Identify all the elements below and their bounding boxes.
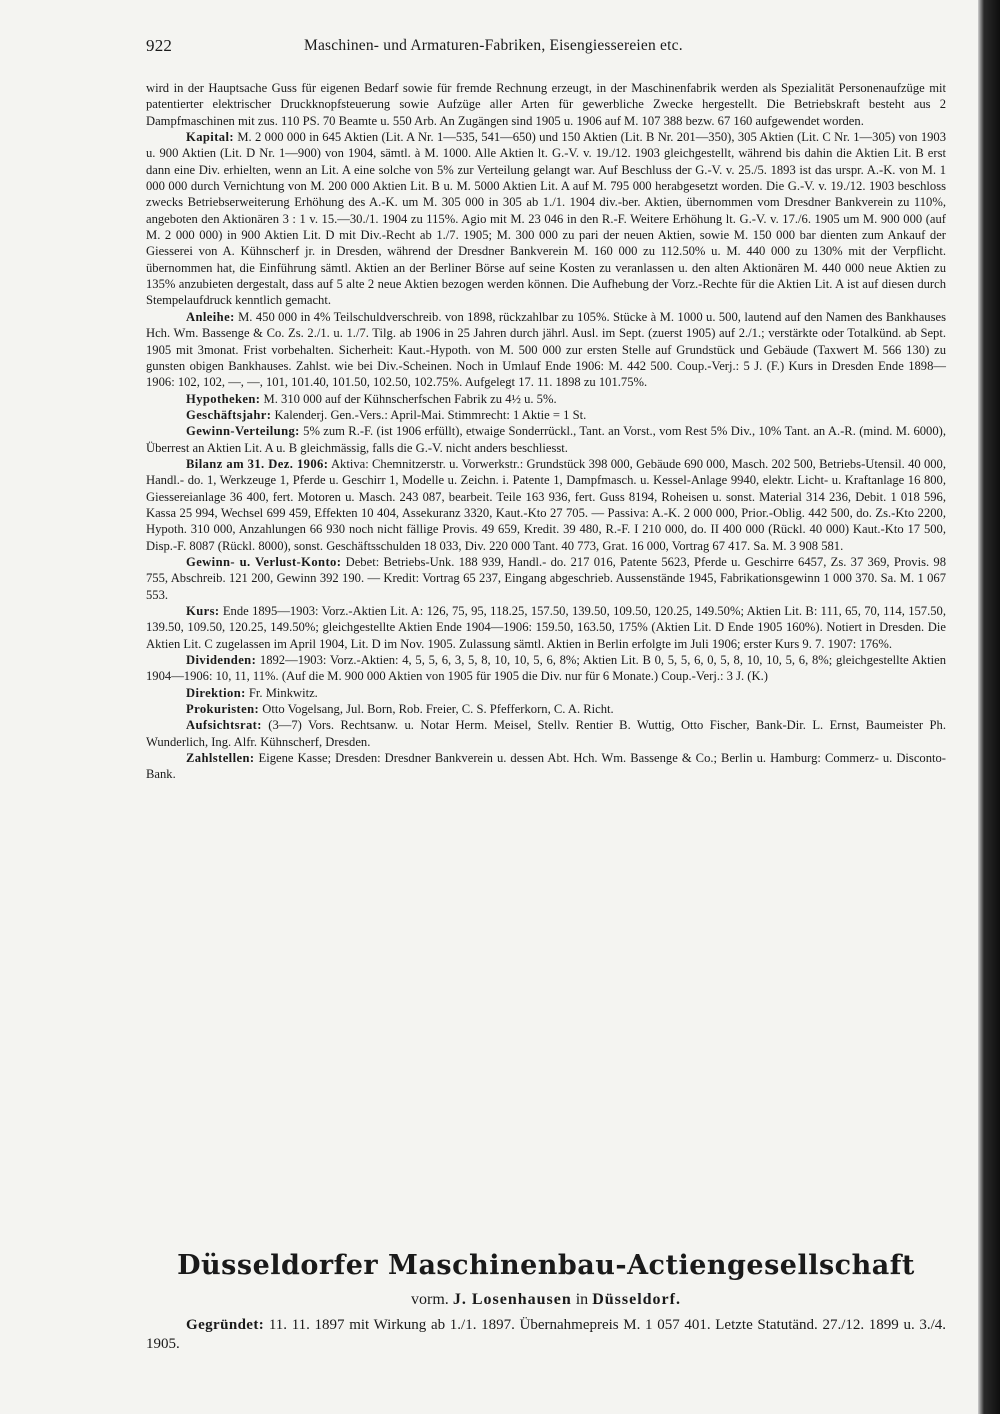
- section-label: Direktion:: [186, 685, 246, 700]
- section-label: Anleihe:: [186, 309, 235, 324]
- section-paragraph: [146, 129, 946, 309]
- page-number: 922: [146, 36, 173, 55]
- section-label: Aufsichtsrat:: [186, 718, 262, 733]
- section-paragraph: [146, 80, 946, 129]
- section-paragraph: [146, 603, 946, 652]
- section-paragraph: [146, 554, 946, 603]
- section-paragraph: [146, 717, 946, 750]
- founded-text: 11. 11. 1897 mit Wirkung ab 1./1. 1897. Übernahmepreis M. 1 057 401. Letzte Statutänd. 27./12. 1899 u. 3./4. 1905.: [146, 1317, 947, 1352]
- section-text: 1892—1903: Vorz.-Aktien: 4, 5, 5, 6, 3, 5, 8, 10, 10, 5, 6, 8%; Aktien Lit. B 0, 5, 5, 6, 0, 5, 8, 10, 10, 5, 6, 8%; gleichgestellte Aktien 1904—1906: 10, 11, 11%. (Auf die M. 900 000 Aktien von 1905 für 1905 die Div. nur für 6 Monate.) Coup.-Verj.: 3 J. (K.): [146, 653, 946, 684]
- section-paragraph: [146, 423, 946, 456]
- section-text: M. 450 000 in 4% Teilschuldverschreib. von 1898, rückzahlbar zu 105%. Stücke à M. 1000 u. 500, lautend auf den Namen des Bankhauses Hch. Wm. Bassenge & Co. Zs. 2./1. u. 1./7. Tilg. ab 1906 in 25 Jahren durch jährl. Ausl. im Sept. (zuerst 1905) auf 2./1.; verstärkte oder Totalkünd. ab Sept. 1905 mit 3monat. Frist vorbehalten. Sicherheit: Kaut.-Hypoth. von M. 500 000 zur ersten Stelle auf Grundstück und Gebäude (Taxwert M. 566 130) zu gunsten obigen Bankhauses. Zahlst. wie bei Div.-Scheinen. Noch in Umlauf Ende 1906: M. 442 500. Coup.-Verj.: 5 J. (F.) Kurs in Dresden Ende 1898—1906: 102, 102, —, —, 101, 101.40, 101.50, 102.50, 102.75%. Aufgelegt 17. 11. 1898 zu 101.75%.: [146, 309, 946, 390]
- section-label: Kurs:: [186, 604, 220, 618]
- section-text: Ende 1895—1903: Vorz.-Aktien Lit. A: 126, 75, 95, 118.25, 157.50, 139.50, 109.50, 120.25, 149.50%; Aktien Lit. B: 111, 65, 70, 114, 157.50, 139.50, 109.50, 120.25, 149.50%; gleichgestellte Aktien Ende 1904—1906: 159.50, 163.50, 175% (Aktien Lit. D Ende 1905 160%). Notiert in Dresden. Die Aktien Lit. C zugelassen im April 1904, Lit. D im Nov. 1905. Zulassung sämtl. Aktien in Berlin erfolgte im Juli 1906; erster Kurs 9. 7. 1907: 176%.: [146, 604, 946, 651]
- section-label: Dividenden:: [186, 653, 257, 668]
- subtitle-in: in: [575, 1291, 589, 1308]
- section-text: Debet: Betriebs-Unk. 188 939, Handl.- do. 217 016, Patente 5623, Pferde u. Geschirre 6457, Zs. 37 369, Provis. 98 755, Abschreib. 121 200, Gewinn 392 190. — Kredit: Vortrag 65 237, Eingang abgeschrieb. Aussenstände 1945, Fabrikationsgewinn 1 000 370. Sa. M. 1 067 553.: [146, 554, 947, 602]
- subtitle-firm: J. Losenhausen: [452, 1291, 572, 1308]
- subtitle-prefix: vorm.: [411, 1291, 449, 1308]
- section-text: M. 2 000 000 in 645 Aktien (Lit. A Nr. 1—535, 541—650) und 150 Aktien (Lit. B Nr. 201—350), 305 Aktien (Lit. C Nr. 1—305) von 1903 u. 900 Aktien (Lit. D Nr. 1—900) von 1904, sämtl. à M. 1000. Alle Aktien lt. G.-V. v. 19./12. 1903 gleichgestellt, während bis dahin die Aktien Lit. B erst dann eine Div. erhielten, wenn an Lit. A eine solche von 5% zur Verteilung gelangt war. Auf Beschluss der G.-V. v. 25./5. 1893 ist das urspr. A.-K. von M. 1 000 000 durch Vernichtung von M. 200 000 Aktien Lit. B u. M. 5000 Aktien Lit. A auf M. 795 000 herabgesetzt worden. Die G.-V. v. 19./12. 1903 beschloss zwecks Betriebserweiterung Erhöhung des A.-K. um M. 305 000 in 305 ab 1./1. 1904 div.-ber. Aktien, übernommen vom Dresdner Bankverein zu 110%, angeboten den Aktionären 3 : 1 v. 15.—30./1. 1904 zu 115%. Agio mit M. 23 046 in den R.-F. Weitere Erhöhung lt. G.-V. v. 17./6. 1905 um M. 900 000 (auf M. 2 000 000) in 900 Aktien Lit. D mit Div.-Recht ab 1./7. 1905; M. 300 000 zu pari der neuen Aktien, sowie M. 150 000 bar dienten zum Ankauf der Giesserei von A. Kühnscherf jr. in Dresden, während der Dresdner Bankverein M. 160 000 zu 112.50% u. M. 440 000 zu 130% mit der Verpflicht. übernommen hat, die Einführung sämtl. Aktien an der Berliner Börse auf seine Kosten zu veranlassen u. den alten Aktionären M. 440 000 neue Aktien zu 135% anzubieten dergestalt, dass auf 5 alte 2 neue Aktien bezogen werden können. Die Aufhebung der Vorz.-Rechte für die Aktien Lit. A ist auf diesen durch Stempelaufdruck kenntlich gemacht.: [146, 130, 947, 308]
- page-header: [146, 36, 946, 60]
- founded-label: Gegründet:: [186, 1317, 265, 1333]
- running-title: Maschinen- und Armaturen-Fabriken, Eisengiessereien etc.: [304, 37, 683, 54]
- section-label: Kapital:: [186, 130, 234, 145]
- subtitle-city: Düsseldorf.: [592, 1291, 681, 1308]
- section-paragraph: [146, 407, 946, 423]
- company-entry-body: [146, 80, 946, 783]
- section-paragraph: [146, 701, 946, 717]
- section-label: Hypotheken:: [186, 391, 261, 406]
- section-paragraph: [146, 456, 946, 554]
- section-text: Kalenderj. Gen.-Vers.: April-Mai. Stimmrecht: 1 Aktie = 1 St.: [274, 407, 587, 422]
- section-text: Otto Vogelsang, Jul. Born, Rob. Freier, C. S. Pfefferkorn, C. A. Richt.: [262, 702, 614, 717]
- section-paragraph: [146, 750, 946, 783]
- section-text: (3—7) Vors. Rechtsanw. u. Notar Herm. Meisel, Stellv. Rentier B. Wuttig, Otto Fischer, Bank-Dir. L. Ernst, Baumeister Ph. Wunderlich, Ing. Alfr. Kühnscherf, Dresden.: [146, 718, 946, 749]
- section-text: wird in der Hauptsache Guss für eigenen Bedarf sowie für fremde Rechnung erzeugt, in der Maschinenfabrik werden als Spezialität Personenaufzüge mit patentierter elektrischer Druckknopfsteuerung sowie Aufzüge aller Arten für gewerbliche Zwecke hergestellt. Die Betriebskraft besteht aus 2 Dampfmaschinen mit zus. 110 PS. 70 Beamte u. 550 Arb. An Zugängen sind 1905 u. 1906 auf M. 107 388 bezw. 67 160 aufgewendet worden.: [146, 81, 946, 128]
- section-label: Geschäftsjahr:: [186, 407, 272, 422]
- section-text: Fr. Minkwitz.: [248, 685, 318, 700]
- page-edge-shadow: [978, 0, 1000, 1414]
- section-label: Bilanz am 31. Dez. 1906:: [186, 456, 329, 471]
- section-label: Prokuristen:: [186, 702, 260, 717]
- section-paragraph: [146, 309, 946, 391]
- section-text: 5% zum R.-F. (ist 1906 erfüllt), etwaige Sonderrückl., Tant. an Vorst., vom Rest 5% Div., 10% Tant. an A.-R. (mind. M. 6000), Überrest an Aktien Lit. A u. B gleichmässig, falls die G.-V. nicht anders beschliesst.: [146, 424, 946, 455]
- section-label: Zahlstellen:: [186, 751, 255, 766]
- section-paragraph: [146, 391, 946, 407]
- company-title: Düsseldorfer Maschinenbau-Actiengesellschaft: [177, 1250, 915, 1281]
- company-subtitle: [146, 1291, 946, 1309]
- section-text: M. 310 000 auf der Kühnscherfschen Fabrik zu 4½ u. 5%.: [263, 391, 557, 406]
- section-paragraph: [146, 652, 946, 685]
- section-label: Gewinn-Verteilung:: [186, 424, 300, 439]
- company-founded: [146, 1316, 946, 1354]
- section-label: Gewinn- u. Verlust-Konto:: [186, 554, 342, 569]
- section-text: Eigene Kasse; Dresden: Dresdner Bankverein u. dessen Abt. Hch. Wm. Bassenge & Co.; Berlin u. Hamburg: Commerz- u. Disconto-Bank.: [146, 751, 946, 782]
- section-paragraph: [146, 685, 946, 701]
- section-text: Aktiva: Chemnitzerstr. u. Vorwerkstr.: Grundstück 398 000, Gebäude 690 000, Masch. 202 500, Betriebs-Utensil. 40 000, Handl.- do. 1, Werkzeuge 1, Pferde u. Geschirr 1, Modelle u. Zeichn. i. Patente 1, Dampfmasch. u. Kessel-Anlage 9940, elektr. Licht- u. Kraftanlage 16 800, Giessereianlage 36 400, fert. Motoren u. Masch. 243 087, bearbeit. Teile 163 936, fert. Guss 8194, Roheisen u. sonst. Material 314 236, Debit. 1 018 596, Kassa 25 994, Wechsel 699 459, Effekten 10 404, Assekuranz 3320, Kaut.-Kto 27 705. — Passiva: A.-K. 2 000 000, Prior.-Oblig. 442 500, do. Zs.-Kto 2200, Hypoth. 310 000, Anzahlungen 66 930 noch nicht fällige Provis. 49 659, Kredit. 39 480, R.-F. I 210 000, do. II 400 000 (Rückl. 40 000) Kaut.-Kto 17 500, Disp.-F. 8087 (Rückl. 8000), sonst. Geschäftsschulden 18 033, Div. 220 000 Tant. 40 773, Grat. 16 000, Vortrag 67 417. Sa. M. 3 908 581.: [146, 456, 946, 553]
